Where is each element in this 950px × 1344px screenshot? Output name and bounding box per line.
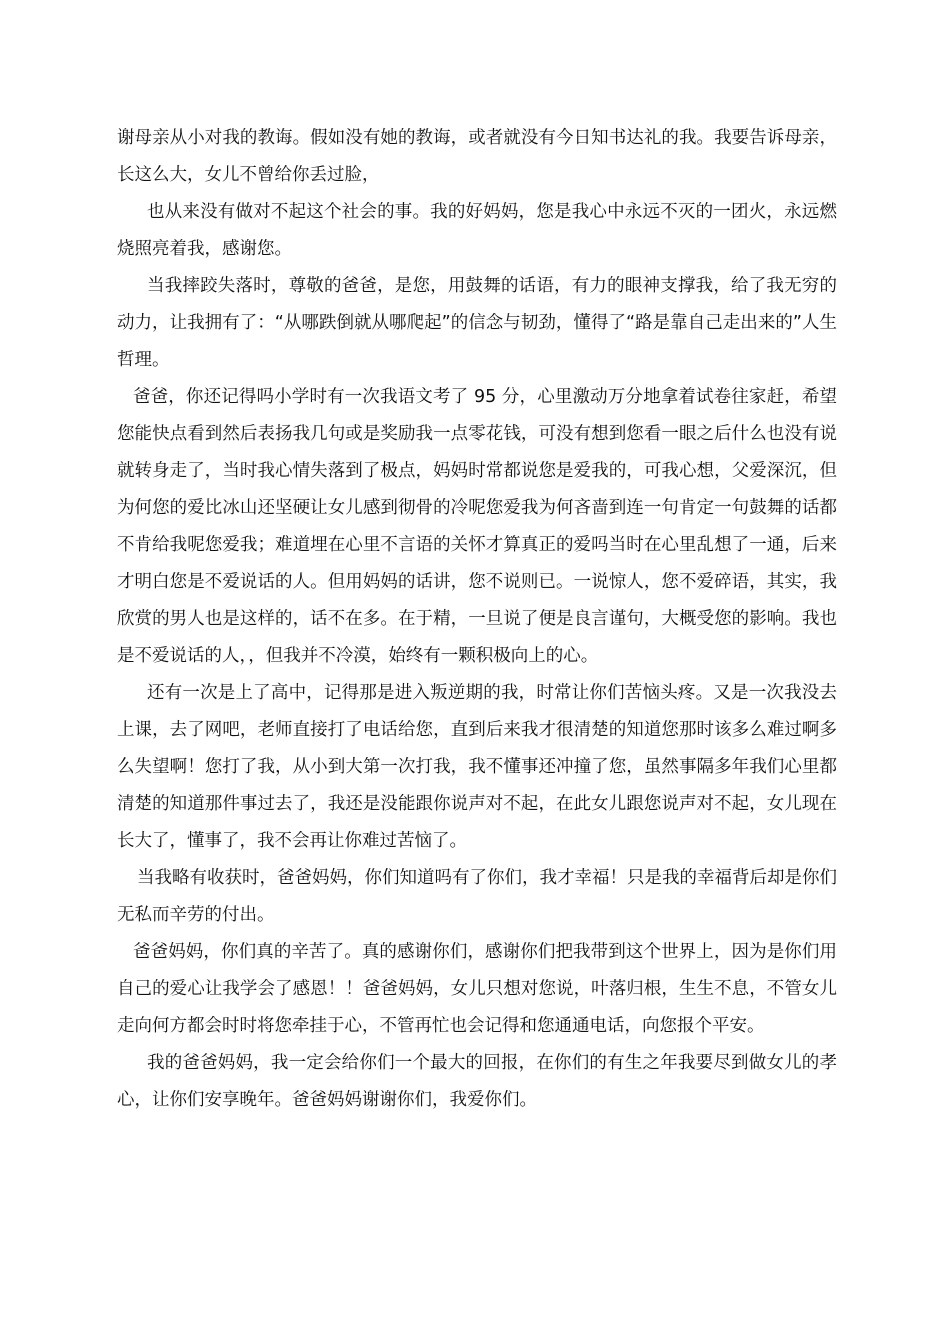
paragraph: 爸爸妈妈，你们真的辛苦了。真的感谢你们，感谢你们把我带到这个世界上，因为是你们用自己的爱心让我学会了感恩！！爸爸妈妈，女儿只想对您说，叶落归根，生生不息，不管女儿走向何方都会时时将您牵挂于心，不管再忙也会记得和您通通电话，向您报个平安。 (117, 942, 837, 1036)
paragraph: 当我摔跤失落时，尊敬的爸爸，是您，用鼓舞的话语，有力的眼神支撑我，给了我无穷的动力，让我拥有了：“从哪跌倒就从哪爬起”的信念与韧劲，懂得了“路是靠自己走出来的”人生哲理。 (117, 276, 837, 370)
paragraph: 谢母亲从小对我的教诲。假如没有她的教诲，或者就没有今日知书达礼的我。我要告诉母亲，长这么大，女儿不曾给你丢过脸， (117, 128, 837, 185)
paragraph: 我的爸爸妈妈，我一定会给你们一个最大的回报，在你们的有生之年我要尽到做女儿的孝心，让你们安享晚年。爸爸妈妈谢谢你们，我爱你们。 (117, 1053, 837, 1110)
paragraph: 还有一次是上了高中，记得那是进入叛逆期的我，时常让你们苦恼头疼。又是一次我没去上课，去了网吧，老师直接打了电话给您，直到后来我才很清楚的知道您那时该多么难过啊多么失望啊！您打了我，从小到大第一次打我，我不懂事还冲撞了您，虽然事隔多年我们心里都清楚的知道那件事过去了，我还是没能跟你说声对不起，在此女儿跟您说声对不起，女儿现在长大了，懂事了，我不会再让你难过苦恼了。 (117, 683, 837, 851)
paragraph: 当我略有收获时，爸爸妈妈，你们知道吗有了你们，我才幸福！只是我的幸福背后却是你们无私而辛劳的付出。 (117, 868, 837, 925)
paragraph: 也从来没有做对不起这个社会的事。我的好妈妈，您是我心中永远不灭的一团火，永远燃烧照亮着我，感谢您。 (117, 202, 837, 259)
document-body (117, 120, 837, 1119)
paragraph: 爸爸，你还记得吗小学时有一次我语文考了 95 分，心里激动万分地拿着试卷往家赶，希望您能快点看到然后表扬我几句或是奖励我一点零花钱，可没有想到您看一眼之后什么也没有说就转身走了，当时我心情失落到了极点，妈妈时常都说您是爱我的，可我心想，父爱深沉，但为何您的爱比冰山还坚硬让女儿感到彻骨的冷呢您爱我为何吝啬到连一句肯定一句鼓舞的话都不肯给我呢您爱我；难道埋在心里不言语的关怀才算真正的爱吗当时在心里乱想了一通，后来才明白您是不爱说话的人。但用妈妈的话讲，您不说则已。一说惊人，您不爱碎语，其实，我欣赏的男人也是这样的，话不在多。在于精，一旦说了便是良言谨句，大概受您的影响。我也是不爱说话的人，，但我并不冷漠，始终有一颗积极向上的心。 (117, 387, 838, 666)
